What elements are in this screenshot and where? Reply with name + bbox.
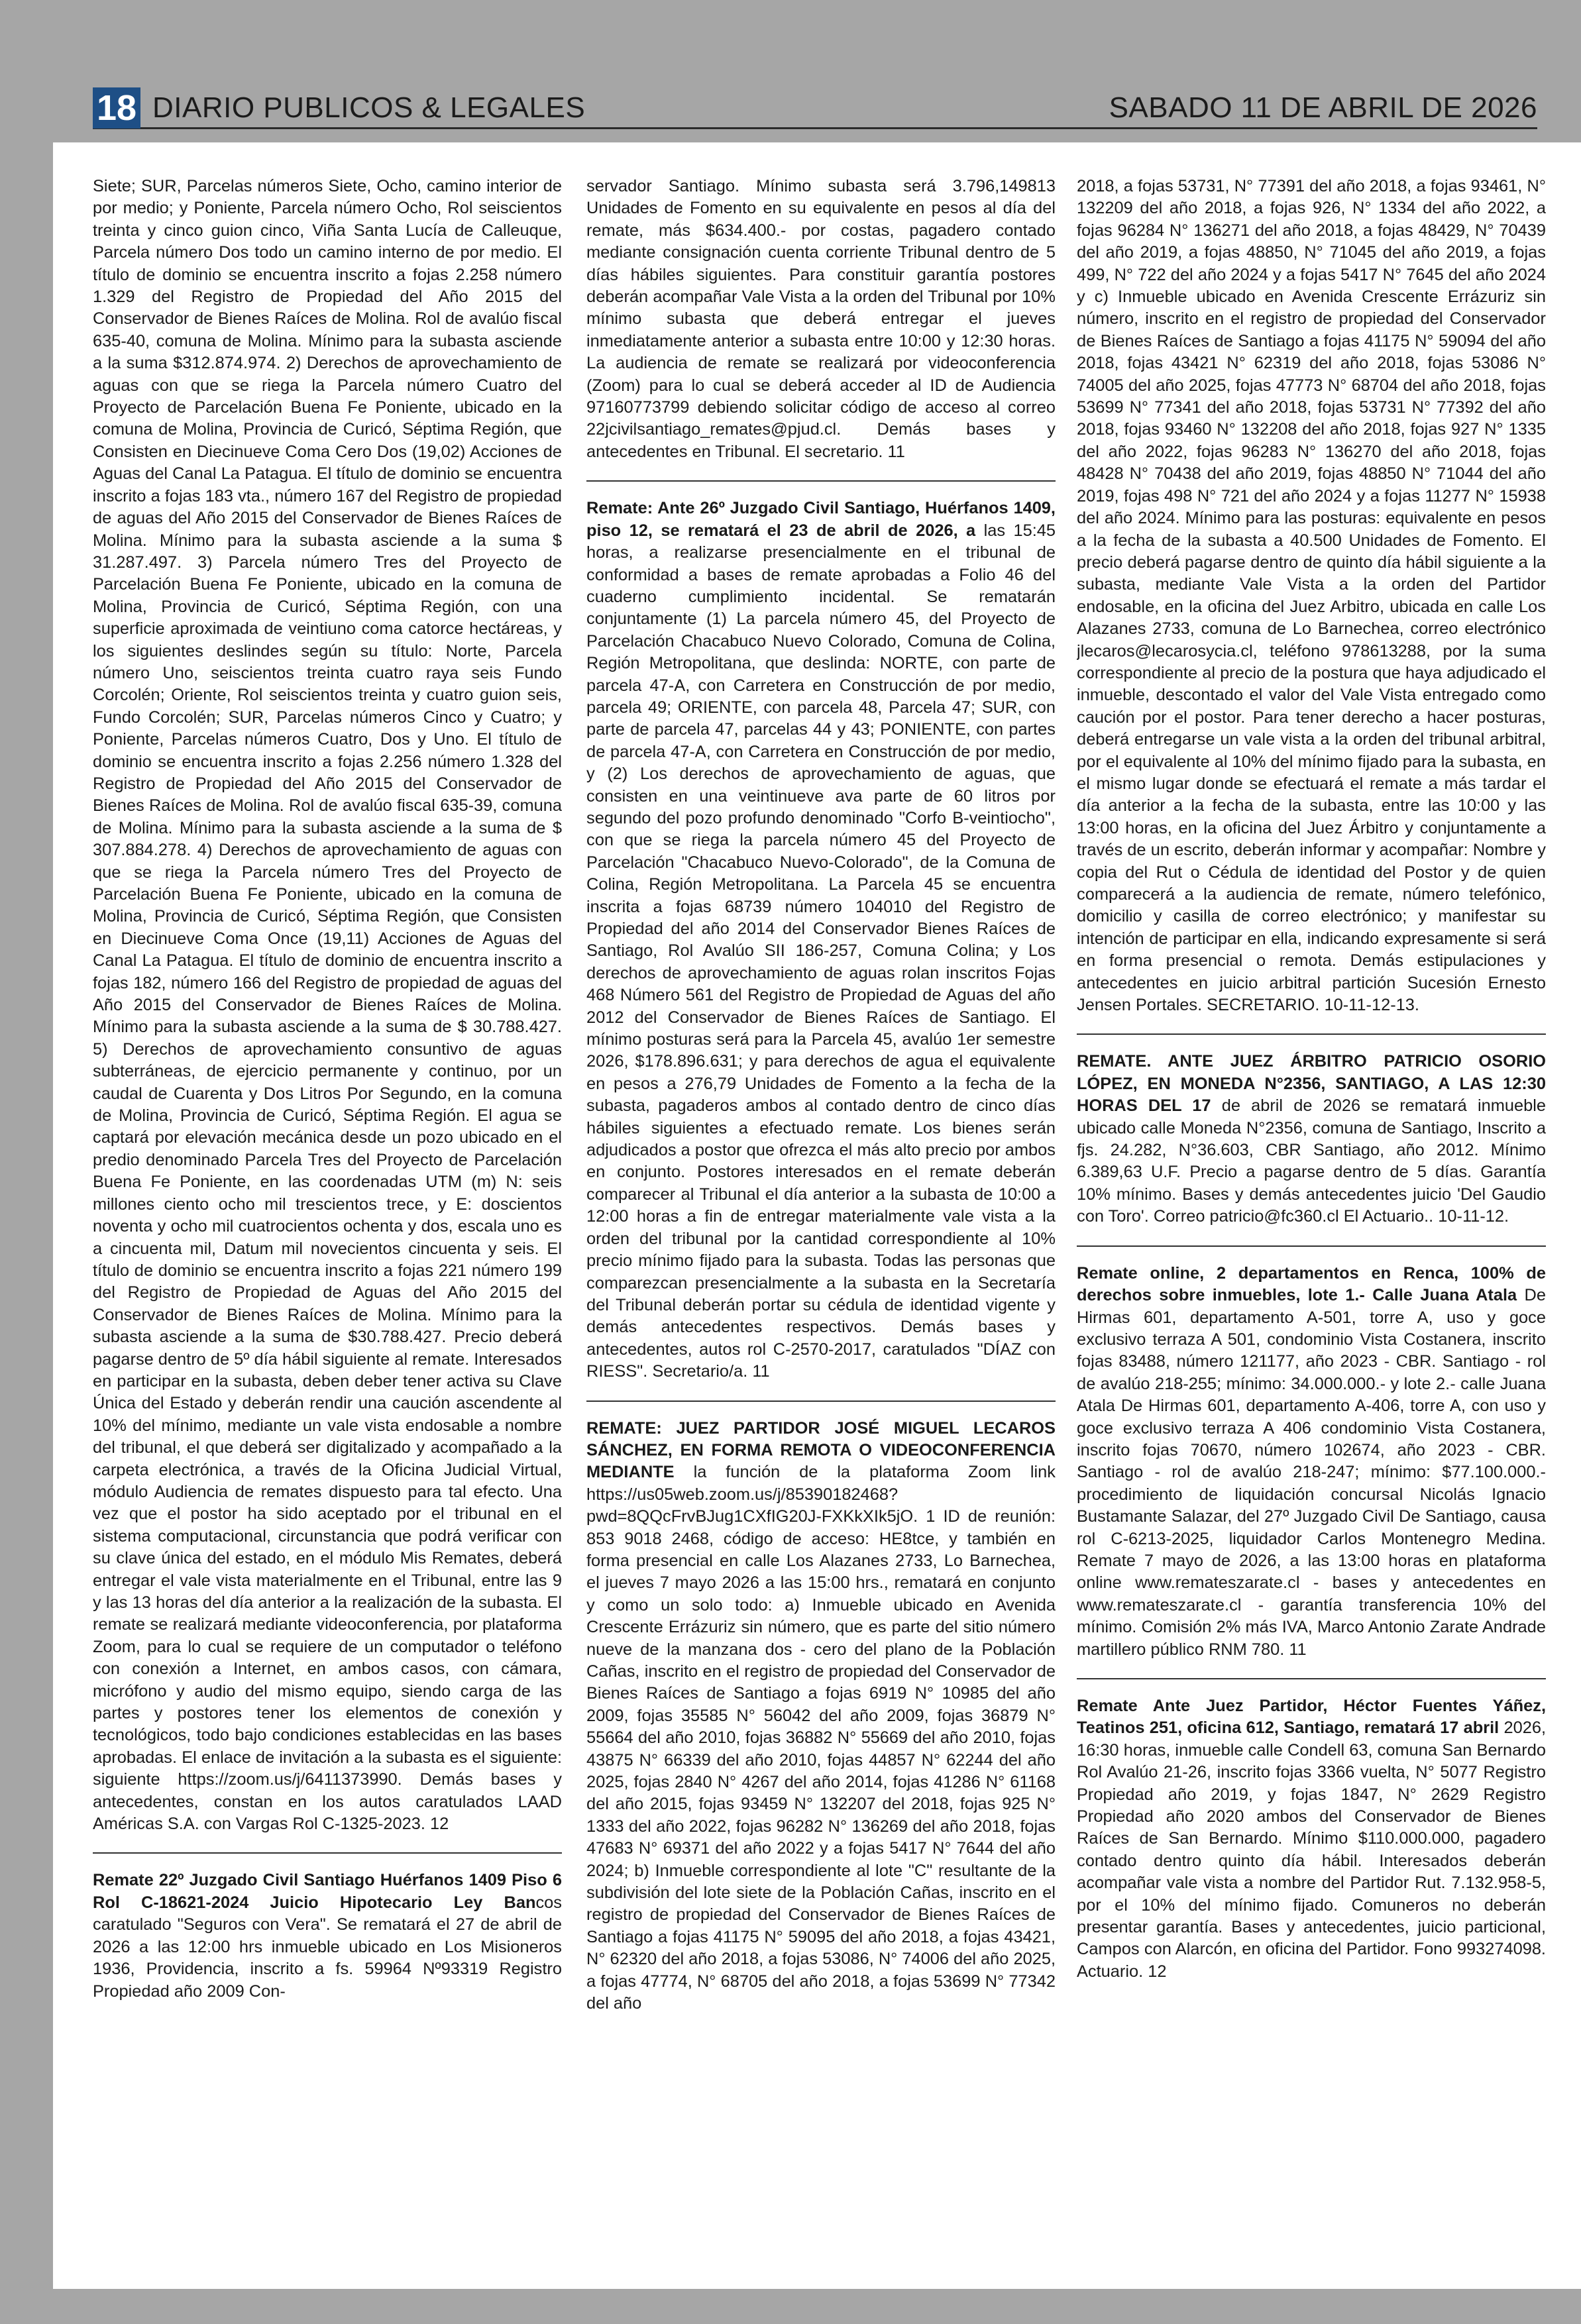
page-header [93,79,1537,129]
notice [1077,1695,1546,1983]
page-number: 18 [93,87,140,129]
notice-body: servador Santiago. Mínimo subasta será 3.796,149813 Unidades de Fomento en su equivalente en pesos al día del remate, más $634.400.- por costas, pagadero contado mediante consignación cuenta corriente Tribunal dentro de 5 días hábiles siguientes. Para constituir garantía postores deberán acompañar Vale Vista a la orden del Tribunal por 10% mínimo subasta que deberá entregar el jueves inmediatamente anterior a subasta entre 10:00 y 12:30 horas. La audiencia de remate se realizará por videoconferencia (Zoom) para lo cual se deberá acceder al ID de Audiencia 97160773799 debiendo solicitar código de acceso al correo 22jcivilsantiago_remates@pjud.cl. Demás bases y antecedentes en Tribunal. El secretario. 11 [586,177,1056,461]
column-1 [93,176,562,2262]
notice-heading: REMATE: JUEZ PARTIDOR JOSÉ MIGUEL LECAROS SÁNCHEZ, EN FORMA REMOTA O VIDEOCONFERENCIA MEDIANTE [586,1418,1056,1482]
notice-heading: Remate Ante Juez Partidor, Héctor Fuentes Yáñez, Teatinos 251, oficina 612, Santiago, rematará 17 abril [1077,1697,1546,1738]
notice-body: 2026, 16:30 horas, inmueble calle Condell 63, comuna San Bernardo Rol Avalúo 21-26, inscrito fojas 3366 vuelta, N° 5077 Registro Propiedad año 2019, y fojas 1847, N° 2629 Registro Propiedad año 2020 ambos del Conservador de Bienes Raíces de San Bernardo. Mínimo $110.000.000, pagadero contado dentro quinto día hábil. Interesados deberán acompañar vale vista a nombre del Partidor Rut. 7.132.958-5, por el 10% del mínimo fijado. Comuneros no deberán presentar garantía. Bases y antecedentes, juicio particional, Campos con Alarcón, en oficina del Partidor. Fono 993274098. Actuario. 12 [1077,1718,1546,1981]
publication-name: DIARIO PUBLICOS & LEGALES [152,91,586,124]
notice [1077,176,1546,1016]
notice-divider [1077,1245,1546,1247]
column-3 [1077,176,1546,2262]
notice-divider [1077,1678,1546,1679]
notice-body: las 15:45 horas, a realizarse presencialmente en el tribunal de conformidad a bases de remate aprobadas a Folio 46 del cuaderno cumplimiento incidental. Se rematarán conjuntamente (1) La parcela número 45, del Proyecto de Parcelación Chacabuco Nuevo Colorado, Comuna de Colina, Región Metropolitana, que deslinda: NORTE, con parte de parcela 47-A, con Carretera en Construcción de por medio, parcela 49; ORIENTE, con parcela 48, Parcela 47; SUR, con parte de parcela 47, parcelas 44 y 43; PONIENTE, con partes de parcela 47-A, con Carretera en Construcción de por medio, y (2) Los derechos de aprovechamiento de aguas, que consisten en una veintinueve ava parte de 60 litros por segundo del pozo profundo denominado "Corfo B-veintiocho", con que se riega la parcela número 45 del Proyecto de Parcelación "Chacabuco Nuevo-Colorado", de la Comuna de Colina, Región Metropolitana. La Parcela 45 se encuentra inscrita a fojas 68739 número 104010 del Registro de Propiedad del año 2014 del Conservador Bienes Raíces de Santiago, Rol Avalúo SII 186-257, Comuna Colina; y Los derechos de aprovechamiento de aguas rolan inscritos Fojas 468 Número 561 del Registro de Propiedad de Aguas del año 2012 del Conservador de Bienes Raíces de Santiago. El mínimo posturas será para la Parcela 45, avalúo 1er semestre 2026, $178.896.631; y para derechos de agua el equivalente en pesos a 276,79 Unidades de Fomento a la fecha de la subasta, pagaderos ambos al contado dentro de cinco días hábiles siguientes a efectuado remate. Los bienes serán adjudicados a postor que ofrezca el más alto precio por ambos en conjunto. Postores interesados en el remate deberán comparecer al Tribunal el día anterior a la subasta de 10:00 a 12:00 horas a fin de entregar materialmente vale vista a la orden del tribunal por la cantidad correspondiente al 10% precio mínimo fijado para la subasta. Todas las personas que comparezcan presencialmente a la subasta en la Secretaría del Tribunal deberán portar su cédula de identidad vigente y demás antecedentes respectivos. Demás bases y antecedentes, autos rol C-2570-2017, caratulados "DÍAZ con RIESS". Secretario/a. 11 [586,521,1056,1381]
notice-divider [93,1852,562,1854]
publication-date: SABADO 11 DE ABRIL DE 2026 [1109,91,1537,124]
notice [586,176,1056,463]
column-2 [586,176,1056,2262]
notice [1077,1263,1546,1661]
notice-heading: Remate online, 2 departamentos en Renca, 100% de derechos sobre inmuebles, lote 1.- Calle Juana Atala [1077,1263,1546,1305]
notice-body: 2018, a fojas 53731, N° 77391 del año 2018, a fojas 93461, N° 132209 del año 2018, a fojas 926, N° 1334 del año 2022, a fojas 96284 N° 136271 del año 2018, a fojas 48429, N° 70439 del año 2019, a fojas 48850, N° 71045 del año 2019, a fojas 499, N° 722 del año 2024 y a fojas 5417 N° 7645 del año 2024 y c) Inmueble ubicado en Avenida Crescente Errázuriz sin número, inscrito en el registro de propiedad del Conservador de Bienes Raíces de Santiago a fojas 41175 N° 59094 del año 2018, fojas 43421 N° 62319 del año 2018, fojas 53086 N° 74005 del año 2025, fojas 47773 N° 68704 del año 2018, fojas 53699 N° 77341 del año 2018, fojas 53731 N° 77392 del año 2018, fojas 93460 N° 132208 del año 2018, fojas 927 N° 1335 del año 2022, fojas 96283 N° 136270 del año 2018, fojas 48428 N° 70438 del año 2019, fojas 48850 N° 71044 del año 2019, fojas 498 N° 721 del año 2024 y a fojas 11277 N° 15938 del año 2024. Mínimo para las posturas: equivalente en pesos a la fecha de la subasta a 40.500 Unidades de Fomento. El precio deberá pagarse dentro de quinto día hábil siguiente a la subasta, mediante Vale Vista a la orden del Partidor endosable, en la oficina del Juez Arbitro, ubicada en calle Los Alazanes 2733, comuna de Lo Barnechea, correo electrónico jlecaros@lecarosycia.cl, teléfono 978613288, por la suma correspondiente al precio de la postura que haya adjudicado el inmueble, descontado el valor del Vale Vista entregado como caución por el postor. Para tener derecho a hacer posturas, deberá entregarse un vale vista a la orden del tribunal arbitral, por el equivalente al 10% del mínimo fijado para la subasta, en el mismo lugar donde se efectuará el remate a más tardar el día anterior a la fecha de la subasta, entre las 10:00 y las 13:00 horas, en la oficina del Juez Árbitro y conjuntamente a través de un escrito, deberán informar y acompañar: Nombre y copia del Rut o Cédula de identidad del Postor y de quien comparecerá a la audiencia de remate, número telefónico, domicilio y casilla de correo electrónico; y manifestar su intención de participar en ella, indicando expresamente si será en forma presencial o remota. Demás estipulaciones y antecedentes en juicio arbitral partición Sucesión Ernesto Jensen Portales. SECRETARIO. 10-11-12-13. [1077,177,1546,1015]
notice-body: Siete; SUR, Parcelas números Siete, Ocho, camino interior de por medio; y Poniente, Parcela número Ocho, Rol seiscientos treinta y cinco guion cinco, Viña Santa Lucía de Calleuque, Parcela número Dos todo un camino interno de por medio. El título de dominio se encuentra inscrito a fojas 2.258 número 1.329 del Registro de Propiedad del Año 2015 del Conservador de Bienes Raíces de Molina. Rol de avalúo fiscal 635-40, comuna de Molina. Mínimo para la subasta asciende a la suma $312.874.974. 2) Derechos de aprovechamiento de aguas con que se riega la Parcela número Cuatro del Proyecto de Parcelación Buena Fe Poniente, ubicado en la comuna de Molina, Provincia de Curicó, Séptima Región, que Consisten en Diecinueve Coma Cero Dos (19,02) Acciones de Aguas del Canal La Patagua. El título de dominio se encuentra inscrito a fojas 183 vta., número 167 del Registro de propiedad de aguas del Año 2015 del Conservador de Bienes Raíces de Molina. Mínimo para la subasta asciende a la suma $ 31.287.497. 3) Parcela número Tres del Proyecto de Parcelación Buena Fe Poniente, ubicado en la comuna de Molina, Provincia de Curicó, Séptima Región, con una superficie aproximada de veintiuno coma catorce hectáreas, y los siguientes deslindes según su título: Norte, Parcela número Uno, seiscientos treinta cuatro raya seis Fundo Corcolén; Oriente, Rol seiscientos treinta y cuatro guion seis, Fundo Corcolén; SUR, Parcelas números Cinco y Cuatro; y Poniente, Parcelas números Cuatro, Dos y Uno. El título de dominio se encuentra inscrito a fojas 2.256 número 1.328 del Registro de Propiedad del Año 2015 del Conservador de Bienes Raíces de Molina. Rol de avalúo fiscal 635-39, comuna de Molina. Mínimo para la subasta asciende a la suma de $ 307.884.278. 4) Derechos de aprovechamiento de aguas con que se riega la Parcela número Tres del Proyecto de Parcelación Buena Fe Poniente, ubicado en la comuna de Molina, Provincia de Curicó, Séptima Región, que Consisten en Diecinueve Coma Once (19,11) Acciones de Aguas del Canal La Patagua. El título de dominio de encuentra inscrito a fojas 182, número 166 del Registro de propiedad de aguas del Año 2015 del Conservador de Bienes Raíces de Molina. Mínimo para la subasta asciende a la suma de $ 30.788.427. 5) Derechos de aprovechamiento consuntivo de aguas subterráneas, de ejercicio permanente y continuo, por un caudal de Cuarenta y Dos Litros Por Segundo, en la comuna de Molina, Provincia de Curicó, Séptima Región. El agua se captará por elevación mecánica desde un pozo ubicado en el predio denominado Parcela Tres del Proyecto de Parcelación Buena Fe Poniente, en las coordenadas UTM (m) N: seis millones ciento ocho mil trescientos trece, y E: doscientos noventa y ocho mil cuatrocientos ochenta y dos, escala uno es a cincuenta mil, Datum mil novecientos cincuenta y seis. El título de dominio se encuentra inscrito a fojas 221 número 199 del Registro de Propiedad de Aguas del Año 2015 del Conservador de Bienes Raíces de Molina. Mínimo para la subasta asciende a la suma de $30.788.427. Precio deberá pagarse dentro de 5º día hábil siguiente al remate. Interesados en participar en la subasta, deben deber tener activa su Clave Única del Estado y deberán rendir una caución ascendente al 10% del mínimo, mediante un vale vista endosable a nombre del tribunal, el que deberá ser digitalizado y acompañado a la carpeta electrónica, a través de la Oficina Judicial Virtual, módulo Audiencia de remates dispuesto para tal efecto. Una vez que el postor ha sido aceptado por el tribunal en el sistema computacional, circunstancia que podrá verificar con su clave única del estado, en el módulo Mis Remates, deberá entregar el vale vista materialmente en el Tribunal, entre las 9 y las 13 horas del día anterior a la realización de la subasta. El remate se realizará mediante videoconferencia, por plataforma Zoom, para lo cual se requiere de un computador o teléfono con conexión a Internet, en ambos casos, con cámara, micrófono y audio del mismo equipo, siendo carga de las partes y postores tener los elementos de conexión y tecnológicos, todo bajo condiciones establecidas en las bases aprobadas. El enlace de invitación a la subasta es el siguiente: siguiente https://zoom.us/j/6411373990. Demás bases y antecedentes, constan en los autos caratulados LAAD Américas S.A. con Vargas Rol C-1325-2023. 12 [93,177,562,1834]
notice-heading: Remate 22º Juzgado Civil Santiago Huérfanos 1409 Piso 6 Rol C-18621-2024 Juicio Hipotecario Ley Ban [93,1871,562,1912]
notice [93,176,562,1835]
notice-divider [1077,1033,1546,1035]
notice-divider [586,480,1056,482]
notice-heading: REMATE. ANTE JUEZ ÁRBITRO PATRICIO OSORIO LÓPEZ, EN MONEDA N°2356, SANTIAGO, A LAS 12:30 HORAS DEL 17 [1077,1052,1546,1116]
notice-body: De Hirmas 601, departamento A-501, torre A, uso y goce exclusivo terraza A 501, condominio Vista Costanera, inscrito fojas 83488, número 121177, año 2023 - CBR. Santiago - rol de avalúo 218-255; mínimo: 34.000.000.- y lote 2.- calle Juana Atala De Hirmas 601, departamento A-406, torre A, con uso y goce exclusivo terraza A 406 condominio Vista Costanera, inscrito fojas 70670, número 102674, año 2023 - CBR. Santiago - rol de avalúo 218-247; mínimo: $77.100.000.- procedimiento de liquidación concursal Nicolás Ignacio Bustamante Salazar, del 27º Juzgado Civil De Santiago, causa rol C-6213-2025, liquidador Carlos Montenegro Medina. Remate 7 mayo de 2026, a las 13:00 horas en plataforma online www.remateszarate.cl - bases y antecedentes en www.remateszarate.cl - garantía transferencia 10% del mínimo. Comisión 2% más IVA, Marco Antonio Zarate Andrade martillero público RNM 780. 11 [1077,1286,1546,1659]
notice [586,1418,1056,2015]
notice [1077,1051,1546,1228]
page-sheet [53,142,1581,2289]
notice-body: la función de la plataforma Zoom link https://us05web.zoom.us/j/85390182468?pwd=8QQcFrvBJug1CXfIG20J-FXKkXIk5jO. 1 ID de reunión: 853 9018 2468, código de acceso: HE8tce, y también en forma presencial en calle Los Alazanes 2733, Lo Barnechea, el jueves 7 mayo 2026 a las 15:00 hrs., rematará en conjunto y como un solo todo: a) Inmueble ubicado en Avenida Crescente Errázuriz sin número, que es parte del sitio número nueve de la manzana dos - cero del plano de la Población Cañas, inscrito en el registro de propiedad del Conservador de Bienes Raíces de Santiago a fojas 6919 N° 10985 del año 2009, fojas 35585 N° 56042 del año 2009, fojas 36879 N° 55664 del año 2010, fojas 36882 N° 55669 del año 2010, fojas 43875 N° 66339 del año 2010, fojas 44857 N° 62244 del año 2025, fojas 2840 N° 4267 del año 2014, fojas 41286 N° 61168 del año 2015, fojas 93459 N° 132207 del 2018, fojas 925 N° 1333 del año 2022, fojas 96282 N° 136269 del año 2018, fojas 47683 N° 69371 del año 2022 y a fojas 5417 N° 7644 del año 2024; b) Inmueble correspondiente al lote "C" resultante de la subdivisión del lote siete de la Población Cañas, inscrito en el registro de propiedad del Conservador de Bienes Raíces de Santiago a fojas 41175 N° 59095 del año 2018, a fojas 43421, N° 62320 del año 2018, a fojas 53086, N° 74006 del año 2025, a fojas 47774, N° 68705 del año 2018, a fojas 53699 N° 77342 del año [586,1463,1056,2013]
notice-heading: Remate: Ante 26º Juzgado Civil Santiago, Huérfanos 1409, piso 12, se rematará el 23 de abril de 2026, a [586,499,1056,540]
notice [586,498,1056,1383]
notice [93,1870,562,2002]
notice-divider [586,1400,1056,1402]
notice-body: cos caratulado "Seguros con Vera". Se rematará el 27 de abril de 2026 a las 12:00 hrs inmueble ubicado en Los Misioneros 1936, Providencia, inscrito a fs. 59964 Nº93319 Registro Propiedad año 2009 Con- [93,1893,562,2001]
notice-body: de abril de 2026 se rematará inmueble ubicado calle Moneda N°2356, comuna de Santiago, Inscrito a fjs. 24.282, N°36.603, CBR Santiago, año 2012. Mínimo 6.389,63 U.F. Precio a pagarse dentro de 5 días. Garantía 10% mínimo. Bases y demás antecedentes juicio 'Del Gaudio con Toro'. Correo patricio@fc360.cl El Actuario.. 10-11-12. [1077,1096,1546,1226]
